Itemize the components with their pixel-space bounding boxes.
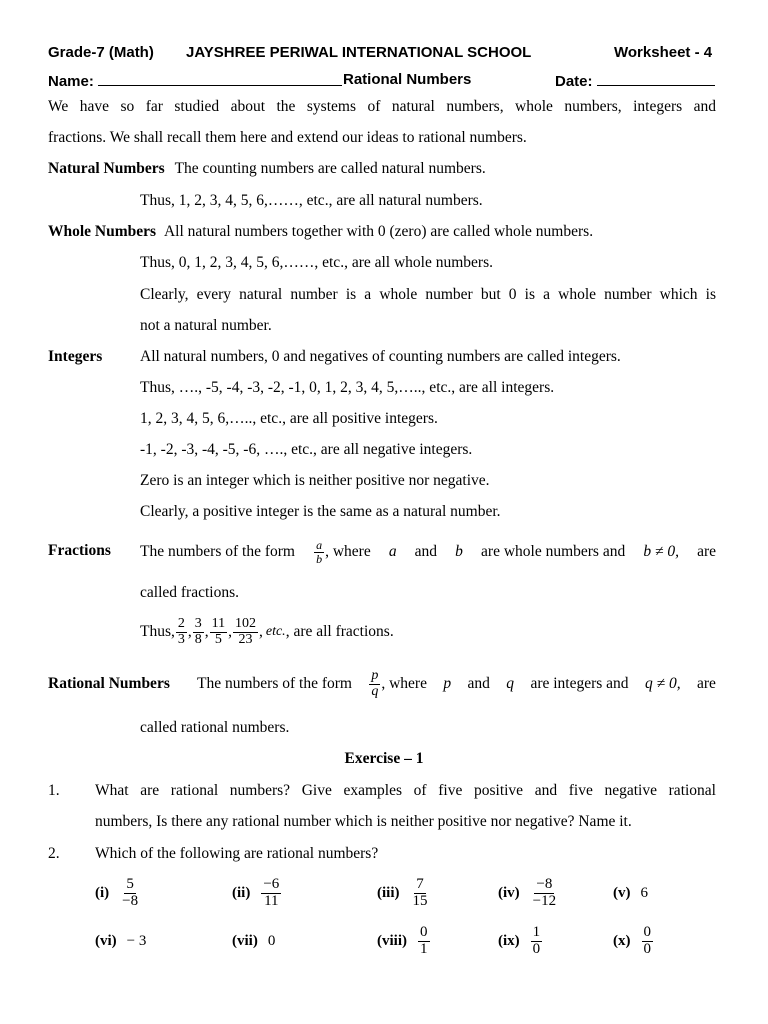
question-1-line-1: What are rational numbers? Give examples of five positive and five negative rational	[95, 782, 716, 799]
option-v: (v) 6	[613, 884, 648, 901]
option-x: (x) $\frac{0}{0}$	[613, 923, 651, 957]
integers-definition: All natural numbers, 0 and negatives of counting numbers are called integers.	[140, 348, 621, 365]
option-i: (i) $\frac{5}{-8}$	[95, 875, 139, 909]
whole-numbers-definition	[48, 223, 593, 241]
question-2-text: Which of the following are rational numbers?	[95, 845, 379, 862]
integers-line: 1, 2, 3, 4, 5, 6,….., etc., are all positive integers.	[140, 410, 438, 427]
topic-title: Rational Numbers	[343, 71, 472, 88]
fractions-def-line-2: called fractions.	[140, 584, 239, 601]
exercise-title: Exercise – 1	[344, 750, 424, 767]
name-field[interactable]	[48, 71, 342, 90]
rational-def-line-2: called rational numbers.	[140, 719, 290, 736]
option-viii: (viii) $\frac{0}{1}$	[377, 923, 428, 957]
integers-line: -1, -2, -3, -4, -5, -6, …., etc., are all negative integers.	[140, 441, 473, 458]
option-fraction: $\frac{1}{0}$	[532, 923, 541, 957]
fractions-term: Fractions	[48, 542, 111, 559]
option-fraction: $\frac{0}{0}$	[643, 923, 651, 957]
fractions-definition: The numbers of the form $\frac{a}{b}$ , where a and b are whole numbers and b ≠ 0, are	[140, 537, 716, 566]
option-ix: (ix) $\frac{1}{0}$	[498, 923, 541, 957]
date-field[interactable]	[555, 71, 715, 90]
option-fraction: $\frac{-8}{-12}$	[532, 875, 557, 909]
option-fraction: $\frac{5}{-8}$	[122, 875, 139, 909]
integers-line: Thus, …., -5, -4, -3, -2, -1, 0, 1, 2, 3, 4, 5,….., etc., are all integers.	[140, 379, 555, 396]
option-fraction: $\frac{0}{1}$	[420, 923, 428, 957]
fractions-def-pre: The numbers of the form	[140, 543, 295, 560]
fractions-examples: Thus, $\frac{2}{3}$ , $\frac{3}{8}$ , $\frac{11}{5}$ , $\frac{102}{23}$ , etc. , are all fractions.	[140, 615, 394, 647]
question-number: 2.	[48, 845, 60, 862]
integers-line: Clearly, a positive integer is the same as a natural number.	[140, 503, 501, 520]
fraction-form: $\frac{a}{b}$	[316, 537, 323, 566]
natural-numbers-term: Natural Numbers	[48, 160, 165, 177]
whole-numbers-text: All natural numbers together with 0 (zero) are called whole numbers.	[163, 223, 594, 240]
grade-label: Grade-7 (Math)	[48, 44, 154, 61]
fraction-example: $\frac{102}{23}$	[234, 615, 256, 647]
name-label: Name:	[48, 73, 94, 90]
intro-line-2: fractions. We shall recall them here and extend our ideas to rational numbers.	[48, 129, 527, 146]
name-blank[interactable]	[98, 71, 342, 86]
whole-numbers-note-2: not a natural number.	[140, 317, 272, 334]
rational-form: $\frac{p}{q}$	[371, 667, 379, 699]
worksheet-number: Worksheet - 4	[614, 44, 713, 61]
rational-numbers-term: Rational Numbers	[48, 675, 170, 692]
integers-term: Integers	[48, 348, 103, 365]
question-number: 1.	[48, 782, 60, 799]
fraction-example: $\frac{2}{3}$	[177, 615, 185, 647]
natural-numbers-definition	[48, 160, 486, 178]
option-fraction: $\frac{7}{15}$	[412, 875, 428, 909]
natural-numbers-text: The counting numbers are called natural numbers.	[174, 160, 486, 177]
fraction-example: $\frac{3}{8}$	[194, 615, 202, 647]
option-iv: (iv) $\frac{-8}{-12}$	[498, 875, 557, 909]
integers-line: Zero is an integer which is neither positive nor negative.	[140, 472, 490, 489]
whole-numbers-note-1: Clearly, every natural number is a whole number but 0 is a whole number which is	[140, 286, 716, 303]
rational-numbers-definition: The numbers of the form $\frac{p}{q}$ , where p and q are integers and q ≠ 0, are	[197, 667, 716, 699]
option-ii: (ii) $\frac{-6}{11}$	[232, 875, 280, 909]
date-blank[interactable]	[597, 71, 715, 86]
question-1-line-2: numbers, Is there any rational number which is neither positive nor negative? Name it.	[95, 813, 632, 830]
date-label: Date:	[555, 73, 593, 90]
natural-numbers-example: Thus, 1, 2, 3, 4, 5, 6,……, etc., are all natural numbers.	[140, 192, 483, 209]
option-iii: (iii) $\frac{7}{15}$	[377, 875, 428, 909]
school-name: JAYSHREE PERIWAL INTERNATIONAL SCHOOL	[186, 44, 532, 61]
whole-numbers-term: Whole Numbers	[48, 223, 157, 240]
option-fraction: $\frac{-6}{11}$	[263, 875, 280, 909]
intro-line-1: We have so far studied about the systems of natural numbers, whole numbers, integers and	[48, 98, 716, 115]
whole-numbers-example: Thus, 0, 1, 2, 3, 4, 5, 6,……, etc., are all whole numbers.	[140, 254, 493, 271]
option-vi: (vi) − 3	[95, 932, 147, 949]
option-vii: (vii) 0	[232, 932, 276, 949]
fraction-example: $\frac{11}{5}$	[211, 615, 226, 647]
